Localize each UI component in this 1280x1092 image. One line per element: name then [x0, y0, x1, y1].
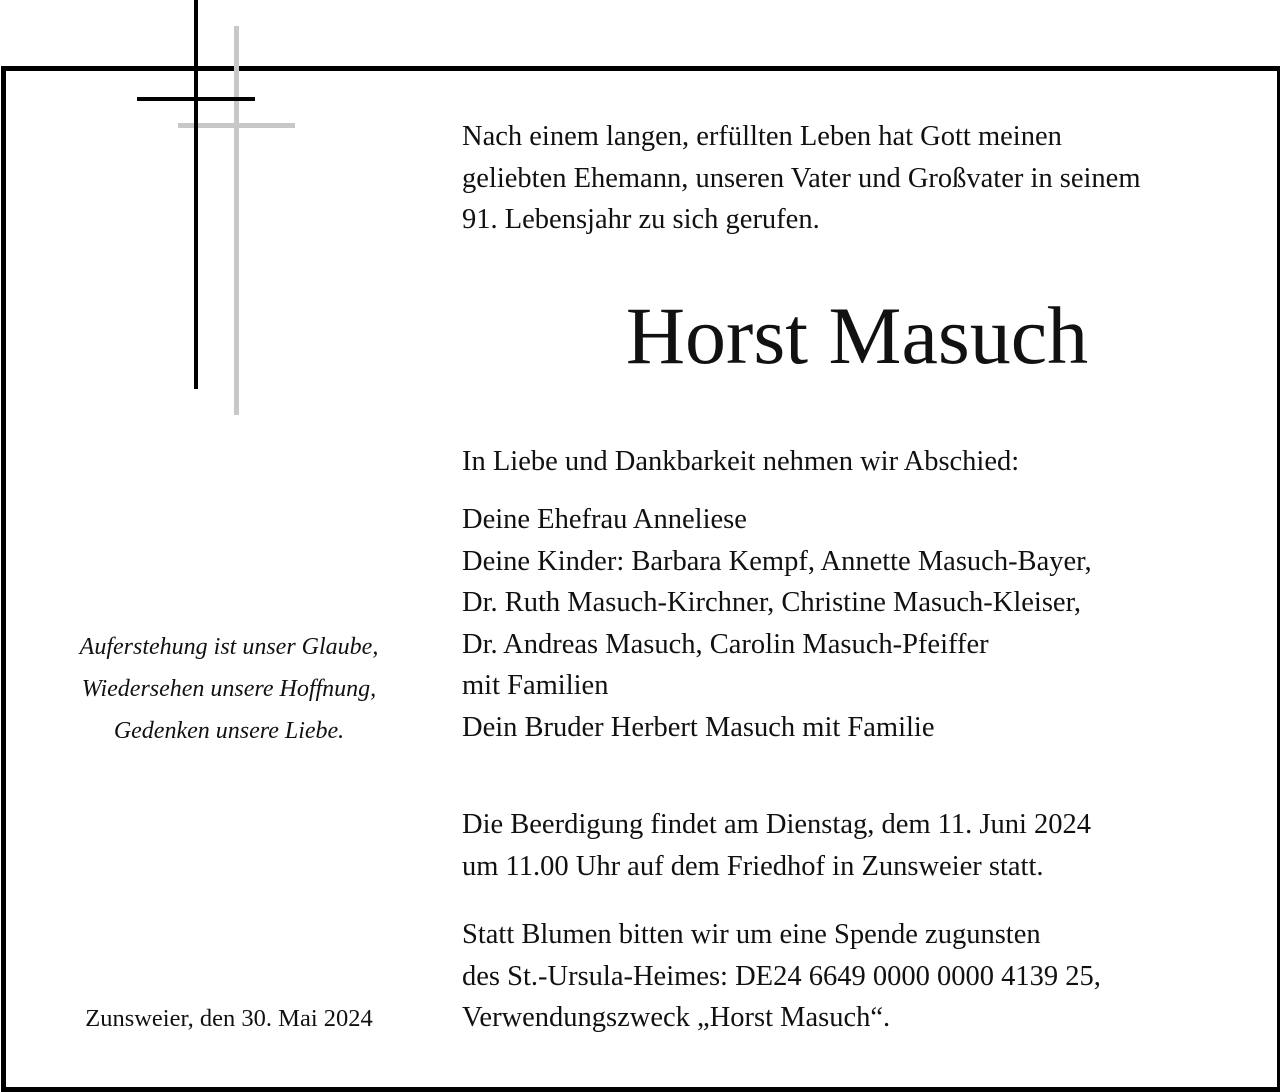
quote-line: Auferstehung ist unser Glaube,	[79, 634, 379, 660]
family-line: Dein Bruder Herbert Masuch mit Familie	[462, 711, 935, 743]
intro-line: 91. Lebensjahr zu sich gerufen.	[462, 204, 820, 235]
place-date: Zunsweier, den 30. Mai 2024	[85, 1005, 373, 1032]
donation-line: des St.-Ursula-Heimes: DE24 6649 0000 0000 4139 25,	[462, 960, 1101, 992]
intro-line: geliebten Ehemann, unseren Vater und Großvater in seinem	[462, 162, 1141, 194]
donation-line: Statt Blumen bitten wir um eine Spende zugunsten	[462, 919, 1041, 950]
deceased-name: Horst Masuch	[625, 290, 1089, 381]
quote-line: Wiedersehen unsere Hoffnung,	[81, 676, 377, 702]
cross-shadow-vertical-bar	[234, 26, 239, 415]
farewell-text	[462, 441, 1019, 483]
funeral-line: um 11.00 Uhr auf dem Friedhof in Zunsweier statt.	[462, 850, 1044, 882]
memorial-quote	[30, 626, 428, 752]
funeral-info	[462, 804, 1091, 887]
family-line: Dr. Andreas Masuch, Carolin Masuch-Pfeiffer	[462, 628, 989, 660]
intro-line: Nach einem langen, erfüllten Leben hat Gott meinen	[462, 121, 1062, 152]
quote-line: Gedenken unsere Liebe.	[113, 718, 345, 744]
family-line: Dr. Ruth Masuch-Kirchner, Christine Masuch-Kleiser,	[462, 587, 1082, 618]
intro-text	[462, 116, 1141, 241]
funeral-line: Die Beerdigung findet am Dienstag, dem 11. Juni 2024	[462, 809, 1091, 840]
family-list	[462, 499, 1092, 748]
family-line: mit Familien	[462, 670, 609, 701]
farewell-line: In Liebe und Dankbarkeit nehmen wir Abschied:	[462, 446, 1020, 477]
family-line: Deine Kinder: Barbara Kempf, Annette Masuch-Bayer,	[462, 545, 1092, 577]
family-line: Deine Ehefrau Anneliese	[462, 504, 747, 535]
donation-info	[462, 914, 1101, 1039]
donation-line: Verwendungszweck „Horst Masuch“.	[462, 1002, 891, 1033]
cross-horizontal-bar	[137, 97, 255, 101]
cross-vertical-bar	[194, 0, 198, 389]
